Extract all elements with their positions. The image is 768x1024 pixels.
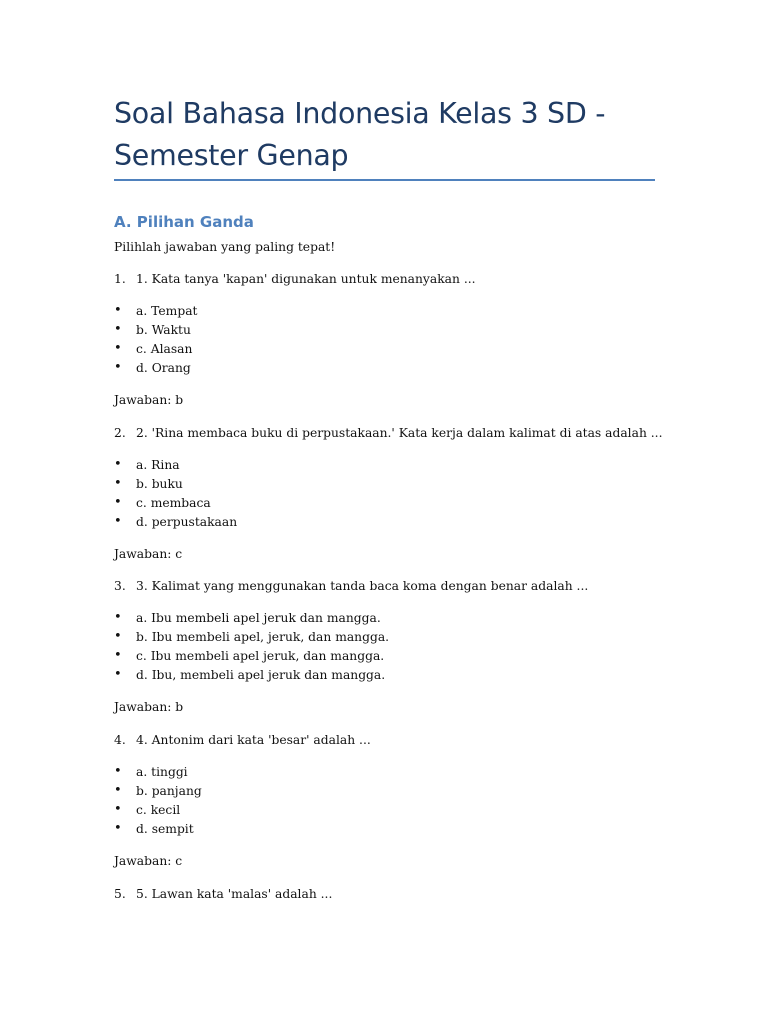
bullet-icon: • bbox=[114, 495, 122, 510]
bullet-icon: • bbox=[114, 303, 122, 318]
question-number: 1. bbox=[114, 272, 126, 286]
answer-option: d. sempit bbox=[136, 822, 194, 836]
answer-option: a. tinggi bbox=[136, 765, 188, 779]
section-heading: A. Pilihan Ganda bbox=[114, 213, 254, 231]
bullet-icon: • bbox=[114, 476, 122, 491]
answer-key: Jawaban: b bbox=[114, 393, 184, 407]
title-underline bbox=[114, 179, 655, 181]
question-text: 2. 'Rina membaca buku di perpustakaan.' Kata kerja dalam kalimat di atas adalah ... bbox=[136, 426, 663, 440]
bullet-icon: • bbox=[114, 360, 122, 375]
answer-option: d. Orang bbox=[136, 361, 191, 375]
question-number: 5. bbox=[114, 887, 126, 901]
question-number: 2. bbox=[114, 426, 126, 440]
answer-key: Jawaban: c bbox=[114, 854, 183, 868]
answer-option: b. Ibu membeli apel, jeruk, dan mangga. bbox=[136, 630, 390, 644]
question-text: 1. Kata tanya 'kapan' digunakan untuk menanyakan ... bbox=[136, 272, 476, 286]
bullet-icon: • bbox=[114, 648, 122, 663]
document-title: Soal Bahasa Indonesia Kelas 3 SD - Semester Genap bbox=[114, 97, 606, 172]
answer-option: b. buku bbox=[136, 477, 183, 491]
bullet-icon: • bbox=[114, 341, 122, 356]
answer-key: Jawaban: c bbox=[114, 547, 183, 561]
bullet-icon: • bbox=[114, 802, 122, 817]
bullet-icon: • bbox=[114, 629, 122, 644]
question-text: 5. Lawan kata 'malas' adalah ... bbox=[136, 887, 333, 901]
question-text: 4. Antonim dari kata 'besar' adalah ... bbox=[136, 733, 371, 747]
bullet-icon: • bbox=[114, 783, 122, 798]
answer-option: a. Rina bbox=[136, 458, 180, 472]
bullet-icon: • bbox=[114, 514, 122, 529]
answer-option: c. Alasan bbox=[136, 342, 193, 356]
section-instruction: Pilihlah jawaban yang paling tepat! bbox=[114, 240, 336, 254]
answer-option: b. Waktu bbox=[136, 323, 191, 337]
question-text: 3. Kalimat yang menggunakan tanda baca koma dengan benar adalah ... bbox=[136, 579, 589, 593]
question-number: 3. bbox=[114, 579, 126, 593]
answer-option: c. kecil bbox=[136, 803, 181, 817]
question-number: 4. bbox=[114, 733, 126, 747]
bullet-icon: • bbox=[114, 764, 122, 779]
answer-option: b. panjang bbox=[136, 784, 202, 798]
answer-option: c. Ibu membeli apel jeruk, dan mangga. bbox=[136, 649, 385, 663]
answer-option: d. Ibu, membeli apel jeruk dan mangga. bbox=[136, 668, 386, 682]
answer-option: a. Ibu membeli apel jeruk dan mangga. bbox=[136, 611, 381, 625]
bullet-icon: • bbox=[114, 821, 122, 836]
bullet-icon: • bbox=[114, 322, 122, 337]
bullet-icon: • bbox=[114, 610, 122, 625]
answer-option: c. membaca bbox=[136, 496, 211, 510]
answer-option: d. perpustakaan bbox=[136, 515, 238, 529]
bullet-icon: • bbox=[114, 667, 122, 682]
answer-key: Jawaban: b bbox=[114, 700, 184, 714]
answer-option: a. Tempat bbox=[136, 304, 198, 318]
bullet-icon: • bbox=[114, 457, 122, 472]
